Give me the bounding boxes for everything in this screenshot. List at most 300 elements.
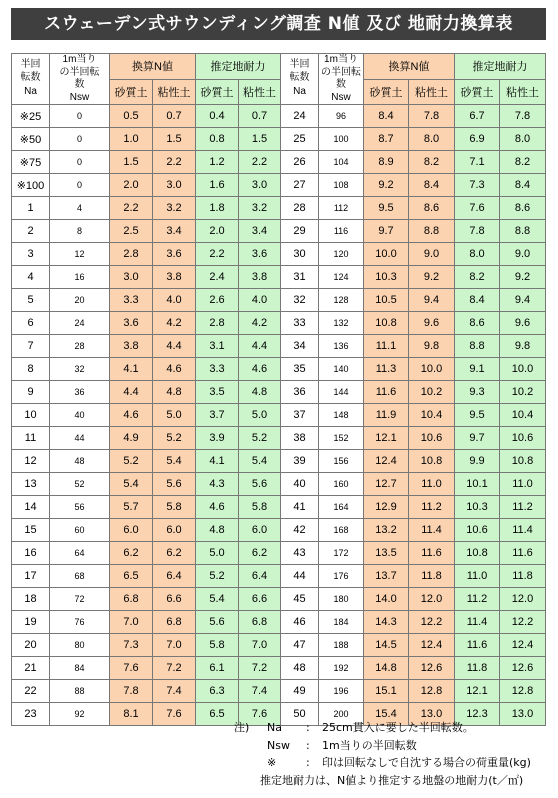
table-row [12, 105, 281, 128]
cell-q-sand: 8.0 [455, 243, 500, 266]
cell-q-sand: 8.4 [455, 289, 500, 312]
cell-n-clay: 9.2 [409, 266, 455, 289]
cell-na: 20 [12, 634, 50, 657]
cell-q-sand: 7.8 [455, 220, 500, 243]
cell-q-sand: 6.7 [455, 105, 500, 128]
cell-q-clay: 6.4 [239, 565, 281, 588]
cell-n-sand: 5.7 [110, 496, 153, 519]
cell-q-clay: 9.8 [500, 335, 546, 358]
cell-n-clay: 7.2 [153, 657, 196, 680]
cell-q-clay: 11.4 [500, 519, 546, 542]
cell-n-sand: 7.0 [110, 611, 153, 634]
cell-na: 41 [281, 496, 319, 519]
cell-q-clay: 3.2 [239, 197, 281, 220]
cell-q-clay: 6.2 [239, 542, 281, 565]
cell-q-clay: 3.0 [239, 174, 281, 197]
cell-na: 37 [281, 404, 319, 427]
table-row [281, 657, 546, 680]
cell-nsw: 128 [319, 289, 364, 312]
cell-q-sand: 12.1 [455, 680, 500, 703]
cell-q-clay: 11.0 [500, 473, 546, 496]
table-row [12, 335, 281, 358]
cell-nsw: 0 [50, 128, 110, 151]
cell-n-sand: 10.5 [364, 289, 409, 312]
cell-q-clay: 7.2 [239, 657, 281, 680]
cell-n-sand: 6.2 [110, 542, 153, 565]
cell-q-clay: 5.6 [239, 473, 281, 496]
header-na-label: 半回 転数 [289, 59, 310, 83]
cell-nsw: 40 [50, 404, 110, 427]
cell-q-clay: 1.5 [239, 128, 281, 151]
cell-q-sand: 10.6 [455, 519, 500, 542]
cell-na: 21 [12, 657, 50, 680]
cell-q-sand: 3.7 [196, 404, 239, 427]
cell-q-sand: 8.2 [455, 266, 500, 289]
cell-q-clay: 8.4 [500, 174, 546, 197]
cell-n-sand: 0.5 [110, 105, 153, 128]
table-row [12, 266, 281, 289]
header-na-label: 半回 転数 [20, 59, 41, 83]
cell-na: 10 [12, 404, 50, 427]
cell-nsw: 44 [50, 427, 110, 450]
cell-n-clay: 5.0 [153, 404, 196, 427]
cell-q-sand: 7.6 [455, 197, 500, 220]
cell-q-sand: 0.8 [196, 128, 239, 151]
cell-q-clay: 10.4 [500, 404, 546, 427]
cell-na: 46 [281, 611, 319, 634]
cell-q-sand: 7.1 [455, 151, 500, 174]
cell-n-sand: 2.8 [110, 243, 153, 266]
header-nsw [319, 54, 364, 105]
table-row [12, 151, 281, 174]
cell-na: 23 [12, 703, 50, 726]
cell-q-clay: 6.6 [239, 588, 281, 611]
cell-na: 17 [12, 565, 50, 588]
cell-n-sand: 12.1 [364, 427, 409, 450]
cell-n-clay: 3.8 [153, 266, 196, 289]
cell-q-clay: 4.4 [239, 335, 281, 358]
cell-n-clay: 0.7 [153, 105, 196, 128]
cell-na: 47 [281, 634, 319, 657]
header-nsw-sub: Nsw [69, 91, 90, 103]
cell-n-clay: 4.4 [153, 335, 196, 358]
cell-na: 6 [12, 312, 50, 335]
cell-na: 50 [281, 703, 319, 726]
cell-n-clay: 11.4 [409, 519, 455, 542]
table-row [281, 105, 546, 128]
table-row [12, 243, 281, 266]
cell-q-clay: 5.8 [239, 496, 281, 519]
cell-na: 14 [12, 496, 50, 519]
table-row [12, 542, 281, 565]
cell-n-sand: 8.4 [364, 105, 409, 128]
cell-nsw: 92 [50, 703, 110, 726]
cell-q-sand: 5.4 [196, 588, 239, 611]
header-na-sub: Na [293, 86, 306, 98]
table-row [281, 220, 546, 243]
cell-q-sand: 11.0 [455, 565, 500, 588]
header-n-clay: 粘性土 [153, 79, 196, 105]
cell-n-sand: 14.3 [364, 611, 409, 634]
cell-q-sand: 10.8 [455, 542, 500, 565]
cell-n-sand: 4.9 [110, 427, 153, 450]
table-row [281, 565, 546, 588]
cell-q-clay: 4.6 [239, 358, 281, 381]
cell-na: 48 [281, 657, 319, 680]
cell-nsw: 124 [319, 266, 364, 289]
cell-n-clay: 11.6 [409, 542, 455, 565]
cell-n-clay: 1.5 [153, 128, 196, 151]
cell-na: 31 [281, 266, 319, 289]
table-row [12, 381, 281, 404]
note-na-text: 25cm貫入に要した半回転数。 [322, 721, 474, 734]
cell-n-sand: 4.4 [110, 381, 153, 404]
cell-q-sand: 9.9 [455, 450, 500, 473]
header-na-sub: Na [24, 86, 37, 98]
cell-nsw: 64 [50, 542, 110, 565]
table-row [281, 634, 546, 657]
cell-na: 38 [281, 427, 319, 450]
cell-na: 13 [12, 473, 50, 496]
table-row [12, 519, 281, 542]
cell-n-clay: 4.2 [153, 312, 196, 335]
table-row [12, 611, 281, 634]
cell-nsw: 180 [319, 588, 364, 611]
table-row [281, 496, 546, 519]
header-bearing-capacity: 推定地耐力 [455, 54, 546, 80]
cell-nsw: 140 [319, 358, 364, 381]
table-row [281, 266, 546, 289]
cell-q-sand: 3.9 [196, 427, 239, 450]
cell-q-clay: 12.2 [500, 611, 546, 634]
cell-n-clay: 3.6 [153, 243, 196, 266]
cell-na: ※75 [12, 151, 50, 174]
cell-nsw: 160 [319, 473, 364, 496]
cell-na: 32 [281, 289, 319, 312]
cell-n-clay: 4.0 [153, 289, 196, 312]
cell-nsw: 100 [319, 128, 364, 151]
cell-q-clay: 9.6 [500, 312, 546, 335]
cell-nsw: 156 [319, 450, 364, 473]
cell-nsw: 72 [50, 588, 110, 611]
cell-n-sand: 3.8 [110, 335, 153, 358]
cell-q-sand: 6.1 [196, 657, 239, 680]
table-row [281, 197, 546, 220]
cell-n-clay: 12.4 [409, 634, 455, 657]
cell-n-sand: 2.5 [110, 220, 153, 243]
cell-q-clay: 5.2 [239, 427, 281, 450]
cell-n-sand: 8.7 [364, 128, 409, 151]
cell-q-clay: 12.6 [500, 657, 546, 680]
table-row [281, 381, 546, 404]
cell-na: 27 [281, 174, 319, 197]
cell-na: 43 [281, 542, 319, 565]
cell-n-clay: 5.6 [153, 473, 196, 496]
cell-q-sand: 6.3 [196, 680, 239, 703]
cell-n-sand: 9.5 [364, 197, 409, 220]
cell-q-clay: 4.2 [239, 312, 281, 335]
cell-n-sand: 11.6 [364, 381, 409, 404]
cell-q-clay: 7.6 [239, 703, 281, 726]
cell-n-sand: 11.1 [364, 335, 409, 358]
cell-nsw: 8 [50, 220, 110, 243]
header-n-sand: 砂質土 [364, 79, 409, 105]
cell-nsw: 16 [50, 266, 110, 289]
cell-n-clay: 8.6 [409, 197, 455, 220]
cell-q-sand: 11.8 [455, 657, 500, 680]
cell-nsw: 108 [319, 174, 364, 197]
cell-nsw: 20 [50, 289, 110, 312]
cell-nsw: 28 [50, 335, 110, 358]
header-n-sand: 砂質土 [110, 79, 153, 105]
cell-n-sand: 7.6 [110, 657, 153, 680]
cell-nsw: 52 [50, 473, 110, 496]
table-row [12, 174, 281, 197]
table-row [12, 427, 281, 450]
cell-n-sand: 6.5 [110, 565, 153, 588]
cell-n-sand: 9.2 [364, 174, 409, 197]
cell-n-sand: 6.8 [110, 588, 153, 611]
table-row [281, 243, 546, 266]
cell-n-sand: 11.9 [364, 404, 409, 427]
cell-n-clay: 7.8 [409, 105, 455, 128]
cell-q-clay: 10.2 [500, 381, 546, 404]
cell-q-sand: 2.6 [196, 289, 239, 312]
cell-n-clay: 5.4 [153, 450, 196, 473]
cell-q-sand: 5.2 [196, 565, 239, 588]
cell-nsw: 4 [50, 197, 110, 220]
cell-q-sand: 3.1 [196, 335, 239, 358]
cell-nsw: 0 [50, 105, 110, 128]
cell-q-sand: 9.1 [455, 358, 500, 381]
cell-n-clay: 12.8 [409, 680, 455, 703]
cell-n-clay: 7.4 [153, 680, 196, 703]
cell-q-clay: 5.0 [239, 404, 281, 427]
cell-n-clay: 7.0 [153, 634, 196, 657]
cell-nsw: 48 [50, 450, 110, 473]
cell-nsw: 24 [50, 312, 110, 335]
header-n-value: 換算N値 [110, 54, 196, 80]
cell-n-clay: 10.8 [409, 450, 455, 473]
cell-na: 40 [281, 473, 319, 496]
cell-q-sand: 0.4 [196, 105, 239, 128]
cell-na: 28 [281, 197, 319, 220]
cell-q-clay: 4.8 [239, 381, 281, 404]
cell-q-clay: 10.0 [500, 358, 546, 381]
cell-n-clay: 12.6 [409, 657, 455, 680]
cell-nsw: 80 [50, 634, 110, 657]
cell-q-clay: 7.0 [239, 634, 281, 657]
cell-q-clay: 8.2 [500, 151, 546, 174]
cell-n-clay: 4.8 [153, 381, 196, 404]
cell-q-sand: 9.7 [455, 427, 500, 450]
cell-q-clay: 8.6 [500, 197, 546, 220]
cell-na: 5 [12, 289, 50, 312]
cell-n-clay: 11.2 [409, 496, 455, 519]
cell-n-clay: 8.4 [409, 174, 455, 197]
cell-n-sand: 9.7 [364, 220, 409, 243]
cell-q-clay: 12.8 [500, 680, 546, 703]
cell-n-clay: 2.2 [153, 151, 196, 174]
table-row [281, 174, 546, 197]
cell-na: 2 [12, 220, 50, 243]
cell-n-sand: 15.4 [364, 703, 409, 726]
cell-q-sand: 9.5 [455, 404, 500, 427]
cell-n-clay: 10.4 [409, 404, 455, 427]
cell-n-clay: 11.0 [409, 473, 455, 496]
note-na-key: Na [267, 721, 282, 734]
cell-na: 39 [281, 450, 319, 473]
header-nsw-label: 1m当り の半回転 数 [321, 54, 361, 90]
cell-q-clay: 7.4 [239, 680, 281, 703]
table-row [281, 335, 546, 358]
cell-nsw: 192 [319, 657, 364, 680]
cell-q-clay: 5.4 [239, 450, 281, 473]
cell-nsw: 12 [50, 243, 110, 266]
table-row [281, 450, 546, 473]
table-row [281, 427, 546, 450]
cell-n-sand: 12.9 [364, 496, 409, 519]
cell-n-clay: 5.8 [153, 496, 196, 519]
header-row [12, 54, 281, 80]
cell-n-sand: 15.1 [364, 680, 409, 703]
table-row [281, 312, 546, 335]
header-bearing-capacity: 推定地耐力 [196, 54, 281, 80]
cell-q-clay: 3.4 [239, 220, 281, 243]
cell-q-clay: 4.0 [239, 289, 281, 312]
cell-nsw: 104 [319, 151, 364, 174]
cell-na: 29 [281, 220, 319, 243]
cell-q-clay: 9.0 [500, 243, 546, 266]
cell-na: 42 [281, 519, 319, 542]
cell-n-clay: 6.6 [153, 588, 196, 611]
cell-na: 7 [12, 335, 50, 358]
header-nsw-sub: Nsw [331, 91, 351, 103]
cell-q-clay: 3.8 [239, 266, 281, 289]
table-row [12, 496, 281, 519]
cell-q-clay: 7.8 [500, 105, 546, 128]
cell-n-sand: 5.4 [110, 473, 153, 496]
cell-na: 9 [12, 381, 50, 404]
header-na [281, 54, 319, 105]
note-colon: : [306, 756, 310, 769]
cell-na: 35 [281, 358, 319, 381]
table-row [12, 588, 281, 611]
cell-q-sand: 2.8 [196, 312, 239, 335]
cell-nsw: 116 [319, 220, 364, 243]
cell-n-clay: 3.0 [153, 174, 196, 197]
cell-n-clay: 12.2 [409, 611, 455, 634]
cell-q-sand: 11.2 [455, 588, 500, 611]
cell-na: 34 [281, 335, 319, 358]
cell-n-clay: 8.2 [409, 151, 455, 174]
cell-q-clay: 8.0 [500, 128, 546, 151]
cell-nsw: 76 [50, 611, 110, 634]
header-q-clay: 粘性土 [500, 79, 546, 105]
cell-q-sand: 3.5 [196, 381, 239, 404]
table-row [12, 197, 281, 220]
cell-n-sand: 3.6 [110, 312, 153, 335]
cell-n-clay: 5.2 [153, 427, 196, 450]
cell-nsw: 56 [50, 496, 110, 519]
cell-q-sand: 1.6 [196, 174, 239, 197]
cell-nsw: 36 [50, 381, 110, 404]
note-colon: : [306, 738, 310, 752]
cell-n-sand: 4.6 [110, 404, 153, 427]
cell-q-sand: 4.3 [196, 473, 239, 496]
cell-n-sand: 2.2 [110, 197, 153, 220]
cell-na: 44 [281, 565, 319, 588]
cell-n-sand: 5.2 [110, 450, 153, 473]
cell-q-sand: 5.8 [196, 634, 239, 657]
cell-q-clay: 11.6 [500, 542, 546, 565]
cell-n-sand: 14.5 [364, 634, 409, 657]
note-bearing-capacity: 推定地耐力は、N値より推定する地盤の地耐力(t／㎡) [260, 773, 524, 787]
cell-n-sand: 3.0 [110, 266, 153, 289]
cell-q-sand: 10.3 [455, 496, 500, 519]
cell-nsw: 172 [319, 542, 364, 565]
cell-nsw: 144 [319, 381, 364, 404]
cell-na: 25 [281, 128, 319, 151]
cell-q-sand: 10.1 [455, 473, 500, 496]
cell-nsw: 60 [50, 519, 110, 542]
cell-na: 16 [12, 542, 50, 565]
cell-na: 15 [12, 519, 50, 542]
table-row [281, 611, 546, 634]
table-row [281, 473, 546, 496]
cell-nsw: 200 [319, 703, 364, 726]
cell-na: 4 [12, 266, 50, 289]
cell-q-sand: 1.2 [196, 151, 239, 174]
cell-q-clay: 12.0 [500, 588, 546, 611]
cell-nsw: 0 [50, 151, 110, 174]
cell-n-sand: 11.3 [364, 358, 409, 381]
cell-q-clay: 13.0 [500, 703, 546, 726]
table-row [281, 404, 546, 427]
cell-n-clay: 6.8 [153, 611, 196, 634]
cell-nsw: 196 [319, 680, 364, 703]
cell-q-sand: 9.3 [455, 381, 500, 404]
cell-q-sand: 5.6 [196, 611, 239, 634]
cell-q-sand: 7.3 [455, 174, 500, 197]
cell-q-clay: 3.6 [239, 243, 281, 266]
cell-n-clay: 6.0 [153, 519, 196, 542]
cell-na: 11 [12, 427, 50, 450]
conversion-table-left [11, 53, 281, 726]
table-row [12, 312, 281, 335]
cell-n-clay: 10.2 [409, 381, 455, 404]
cell-nsw: 0 [50, 174, 110, 197]
cell-nsw: 120 [319, 243, 364, 266]
table-row [12, 128, 281, 151]
cell-na: 26 [281, 151, 319, 174]
cell-n-clay: 7.6 [153, 703, 196, 726]
cell-nsw: 136 [319, 335, 364, 358]
note-marker: 注) [234, 721, 250, 734]
cell-q-sand: 6.5 [196, 703, 239, 726]
cell-na: 49 [281, 680, 319, 703]
cell-n-sand: 10.8 [364, 312, 409, 335]
cell-q-clay: 0.7 [239, 105, 281, 128]
note-colon: : [306, 721, 310, 734]
cell-n-clay: 3.4 [153, 220, 196, 243]
note-star-text: 印は回転なしで自沈する場合の荷重量(kg) [322, 756, 531, 769]
cell-nsw: 176 [319, 565, 364, 588]
cell-q-clay: 6.8 [239, 611, 281, 634]
cell-n-sand: 4.1 [110, 358, 153, 381]
cell-n-sand: 14.8 [364, 657, 409, 680]
table-row [281, 542, 546, 565]
